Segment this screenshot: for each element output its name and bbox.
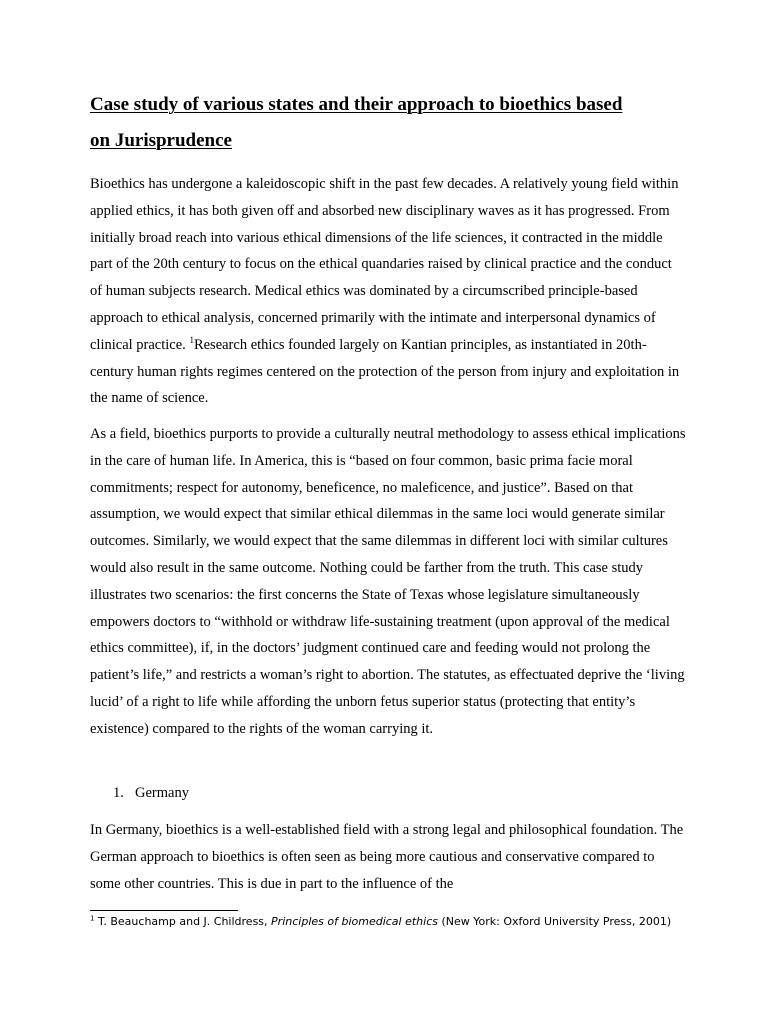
footnote [90,914,730,930]
list-item-germany [113,780,189,807]
paragraph-field-overview: As a field, bioethics purports to provide a culturally neutral methodology to assess ethical implications in the care of human life. In America, this is “based on four common, basic prima facie moral commitments; respect for autonomy, beneficence, no maleficence, and justice”. Based on that assumption, we would expect that similar ethical dilemmas in the same loci would generate similar outcomes. Similarly, we would expect that the same dilemmas in different loci with similar cultures would also result in the same outcome. Nothing could be farther from the truth. This case study illustrates two scenarios: the first concerns the State of Texas whose legislature simultaneously empowers doctors to “withhold or withdraw life-sustaining treatment (upon approval of the medical ethics committee), if, in the doctors’ judgment continued care and feeding would not prolong the patient’s life,” and restricts a woman’s right to abortion. The statutes, as effectuated deprive the ‘living lucid’ of a right to life while affording the unborn fetus superior status (protecting that entity’s existence) compared to the rights of the woman carrying it. [90,426,686,737]
title-line-2: on Jurisprudence [90,130,232,151]
list-item-number: 1. [113,785,124,801]
footnote-separator [90,910,238,911]
paragraph-germany: In Germany, bioethics is a well-established field with a strong legal and philosophical foundation. The German approach to bioethics is often seen as being more cautious and conservative compared to some other countries. This is due in part to the influence of the [90,822,684,892]
footnote-publication: (New York: Oxford University Press, 2001) [438,915,672,928]
title-line-1: Case study of various states and their approach to bioethics based [90,94,623,115]
footnote-reference[interactable]: 1 [189,334,194,345]
document-title [90,87,690,159]
paragraph-intro-part-1: Bioethics has undergone a kaleidoscopic shift in the past few decades. A relatively young field within applied ethics, it has both given off and absorbed new disciplinary waves as it has progressed. From initially broad reach into various ethical dimensions of the life sciences, it contracted in the middle part of the 20th century to focus on the ethical quandaries raised by clinical practice and the conduct of human subjects research. Medical ethics was dominated by a circumscribed principle-based approach to ethical analysis, concerned primarily with the intimate and interpersonal dynamics of clinical practice. [90,176,679,353]
footnote-mark: 1 [90,914,95,923]
paragraph-intro-part-2: Research ethics founded largely on Kantian principles, as instantiated in 20th-century human rights regimes centered on the protection of the person from injury and exploitation in the name of science. [90,336,680,407]
paragraph-intro [90,171,686,412]
footnote-authors: T. Beauchamp and J. Childress, [94,915,272,928]
footnote-book-title: Principles of biomedical ethics [271,915,438,928]
list-item-label: Germany [135,785,189,801]
